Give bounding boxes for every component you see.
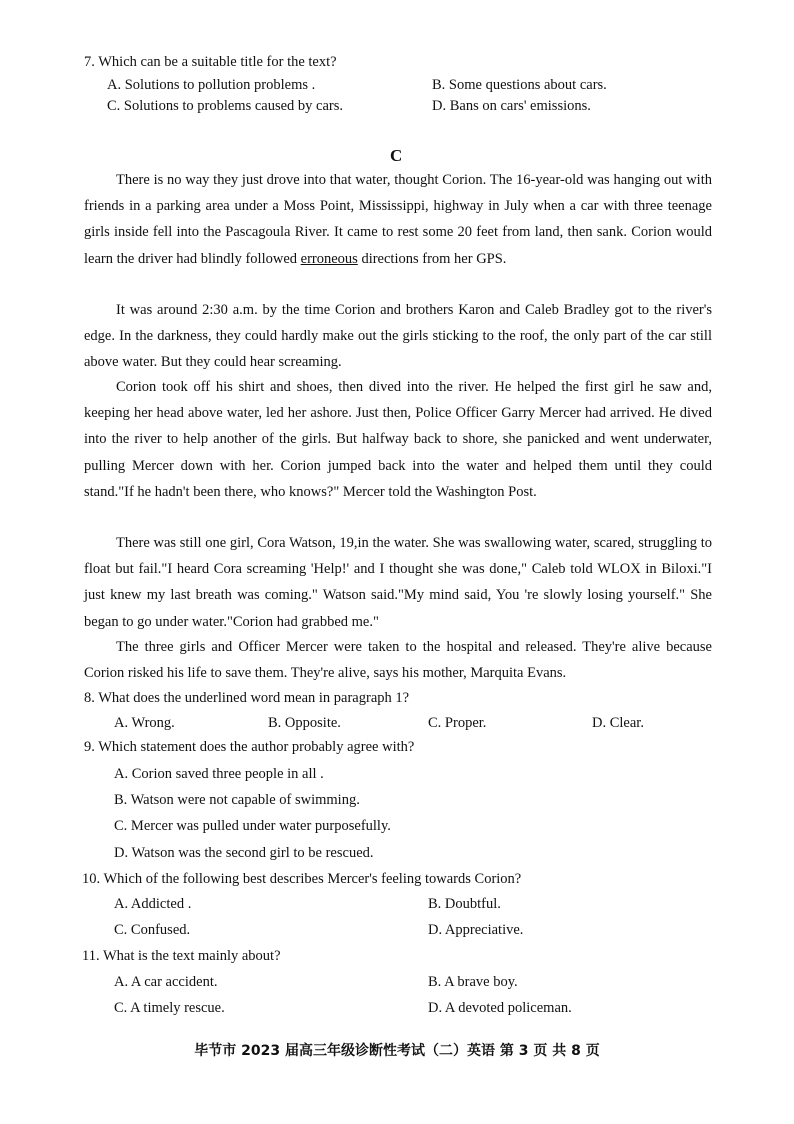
paragraph-1-text-after: directions from her GPS. (357, 250, 507, 267)
question-7-option-b: B. Some questions about cars. (432, 77, 607, 93)
question-7-stem: 7. Which can be a suitable title for the text? (84, 54, 337, 70)
question-10-option-b: B. Doubtful. (428, 896, 501, 912)
question-7-option-c: C. Solutions to problems caused by cars. (107, 98, 344, 114)
section-heading: C (390, 146, 403, 165)
question-10-option-d: D. Appreciative. (428, 922, 524, 938)
paragraph-1-text-before: There is no way they just drove into that water, thought Corion. The 16-year-old was hanging out with friends in a parking area under a Moss Point, Mississippi, highway in July when a car with three teenage girls inside fell into the Pascagoula River. It came to rest some 20 feet from land, then sank. Corion would learn the driver had blindly followed (84, 172, 712, 267)
question-7-option-d: D. Bans on cars' emissions. (432, 98, 591, 114)
page-footer: 毕节市 2023 届高三年级诊断性考试（二）英语 第 3 页 共 8 页 (194, 1043, 600, 1059)
passage-paragraph-2: It was around 2:30 a.m. by the time Corion and brothers Karon and Caleb Bradley got to the river's edge. In the darkness, they could hardly make out the girls sticking to the roof, the only part of the car still above water. But they could hear screaming. (84, 302, 712, 371)
underlined-word: erroneous (300, 250, 358, 267)
question-11-option-a: A. A car accident. (114, 974, 218, 990)
passage-paragraph-4: There was still one girl, Cora Watson, 19,in the water. She was swallowing water, scared, struggling to float but fail."I heard Cora screaming 'Help!' and I thought she was done," Caleb told WLOX in Biloxi."I just knew my last breath was coming." Watson said."My mind said, You 're slowly losing yourself." She began to go under water."Corion had grabbed me." (84, 535, 712, 630)
passage-paragraph-5: The three girls and Officer Mercer were taken to the hospital and released. They're alive because Corion risked his life to save them. They're alive, says his mother, Marquita Evans. (84, 639, 712, 682)
question-10-stem: 10. Which of the following best describes Mercer's feeling towards Corion? (82, 871, 522, 887)
question-10-option-a: A. Addicted . (114, 896, 192, 912)
question-11-option-d: D. A devoted policeman. (428, 1000, 572, 1016)
question-11-stem: 11. What is the text mainly about? (82, 948, 281, 964)
question-8-option-a: A. Wrong. (114, 715, 175, 731)
question-9-option-a: A. Corion saved three people in all . (114, 766, 324, 782)
passage-paragraph-1 (84, 167, 712, 272)
question-9-stem: 9. Which statement does the author probably agree with? (84, 739, 415, 755)
question-9-option-b: B. Watson were not capable of swimming. (114, 792, 360, 808)
question-11-option-c: C. A timely rescue. (114, 1000, 225, 1016)
question-8-option-c: C. Proper. (428, 715, 487, 731)
question-8-stem: 8. What does the underlined word mean in paragraph 1? (84, 690, 410, 706)
question-10-option-c: C. Confused. (114, 922, 191, 938)
question-9-option-d: D. Watson was the second girl to be rescued. (114, 845, 374, 861)
question-9-option-c: C. Mercer was pulled under water purposefully. (114, 818, 391, 834)
question-8-option-b: B. Opposite. (268, 715, 341, 731)
question-8-option-d: D. Clear. (592, 715, 644, 731)
question-11-option-b: B. A brave boy. (428, 974, 518, 990)
passage-paragraph-3: Corion took off his shirt and shoes, then dived into the river. He helped the first girl he saw and, keeping her head above water, led her ashore. Just then, Police Officer Garry Mercer had arrived. He dived into the river to help another of the girls. But halfway back to shore, she panicked and went underwater, pulling Mercer down with her. Corion jumped back into the water and helped them until they could stand."If he hadn't been there, who knows?" Mercer told the Washington Post. (84, 379, 712, 500)
question-7-option-a: A. Solutions to pollution problems . (107, 77, 316, 93)
